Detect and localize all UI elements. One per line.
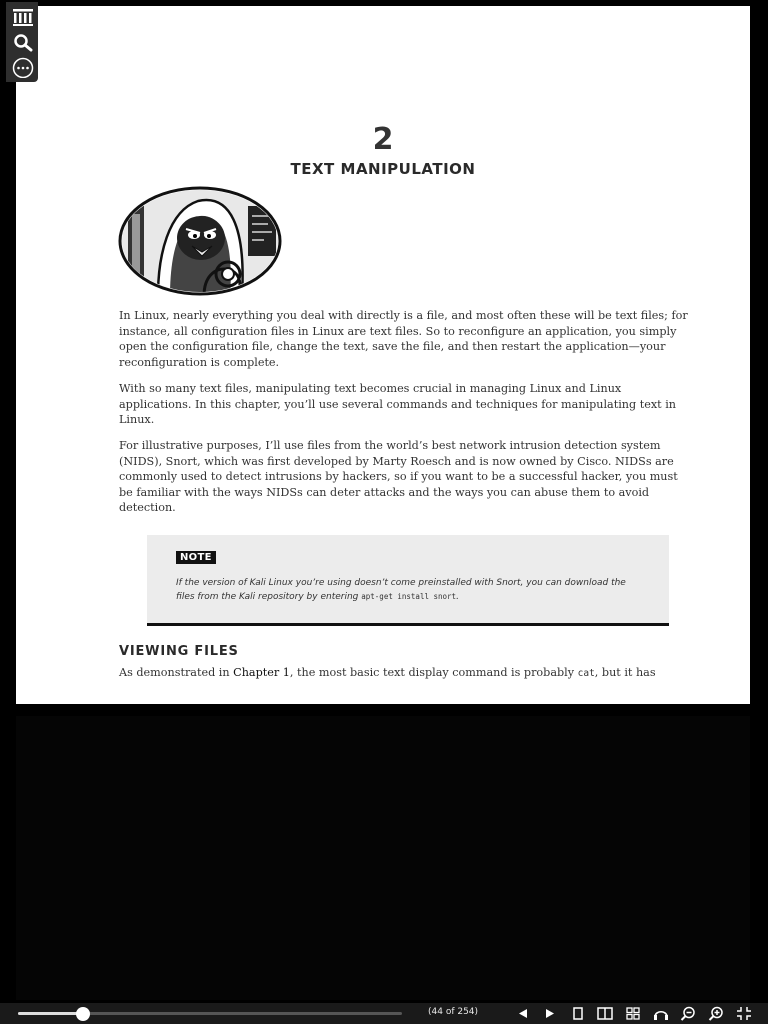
two-page-icon[interactable] [596, 1005, 614, 1022]
note-command: apt-get install snort [361, 592, 457, 601]
note-box [147, 535, 669, 626]
prev-page-icon[interactable] [514, 1005, 532, 1022]
page-slider-thumb[interactable] [76, 1007, 90, 1021]
note-label: NOTE [176, 551, 216, 564]
paragraph-2: With so many text files, manipulating text becomes crucial in managing Linux and Linux applications. In this chapter, you’ll use several commands and techniques for manipulating text in Linux. [119, 382, 676, 426]
book-page [16, 6, 750, 704]
fit-screen-icon[interactable] [735, 1005, 753, 1022]
page-slider-fill [18, 1012, 83, 1015]
search-icon[interactable] [10, 31, 36, 55]
next-page-icon[interactable] [541, 1005, 559, 1022]
section-heading: VIEWING FILES [119, 644, 239, 659]
paragraph-1: In Linux, nearly everything you deal with directly is a file, and most often these will be text files; for instance, all configuration files in Linux are text files. So to reconfigure an application, you simply open the configuration file, change the text, save the file, and then restart the application—your reconfiguration is complete. [119, 309, 688, 369]
chapter-title: TEXT MANIPULATION [290, 160, 476, 178]
inline-code: cat [577, 668, 595, 679]
zoom-out-icon[interactable] [679, 1005, 697, 1022]
chapter-number: 2 [372, 122, 394, 157]
audio-icon[interactable] [652, 1005, 670, 1022]
library-icon[interactable] [10, 6, 36, 30]
chapter-illustration [118, 186, 282, 296]
paragraph-3: For illustrative purposes, I’ll use files from the world’s best network intrusion detection system (NIDS), Snort, which was first developed by Marty Roesch and is now owned by Cisco. NIDSs are commonly used to detect intrusions by hackers, so if you want to be a successful hacker, you must be familiar with the ways NIDSs can deter attacks and the ways you can abuse them to avoid detection. [119, 439, 678, 514]
note-text: If the version of Kali Linux you’re using doesn’t come preinstalled with Snort, you can download the files from the Kali repository by entering apt-get install snort. [176, 578, 626, 602]
bottom-toolbar [0, 1003, 768, 1024]
more-icon[interactable] [10, 56, 36, 80]
reader-sidebar [6, 2, 38, 82]
chapter-link[interactable]: Chapter 1 [233, 666, 290, 679]
next-page-area [16, 716, 750, 1000]
page-counter: (44 of 254) [428, 1007, 479, 1017]
paragraph-4: As demonstrated in Chapter 1, the most basic text display command is probably cat, but it has [119, 666, 656, 679]
zoom-in-icon[interactable] [707, 1005, 725, 1022]
single-page-icon[interactable] [569, 1005, 587, 1022]
thumbnails-icon[interactable] [624, 1005, 642, 1022]
page-slider[interactable] [18, 1012, 402, 1015]
